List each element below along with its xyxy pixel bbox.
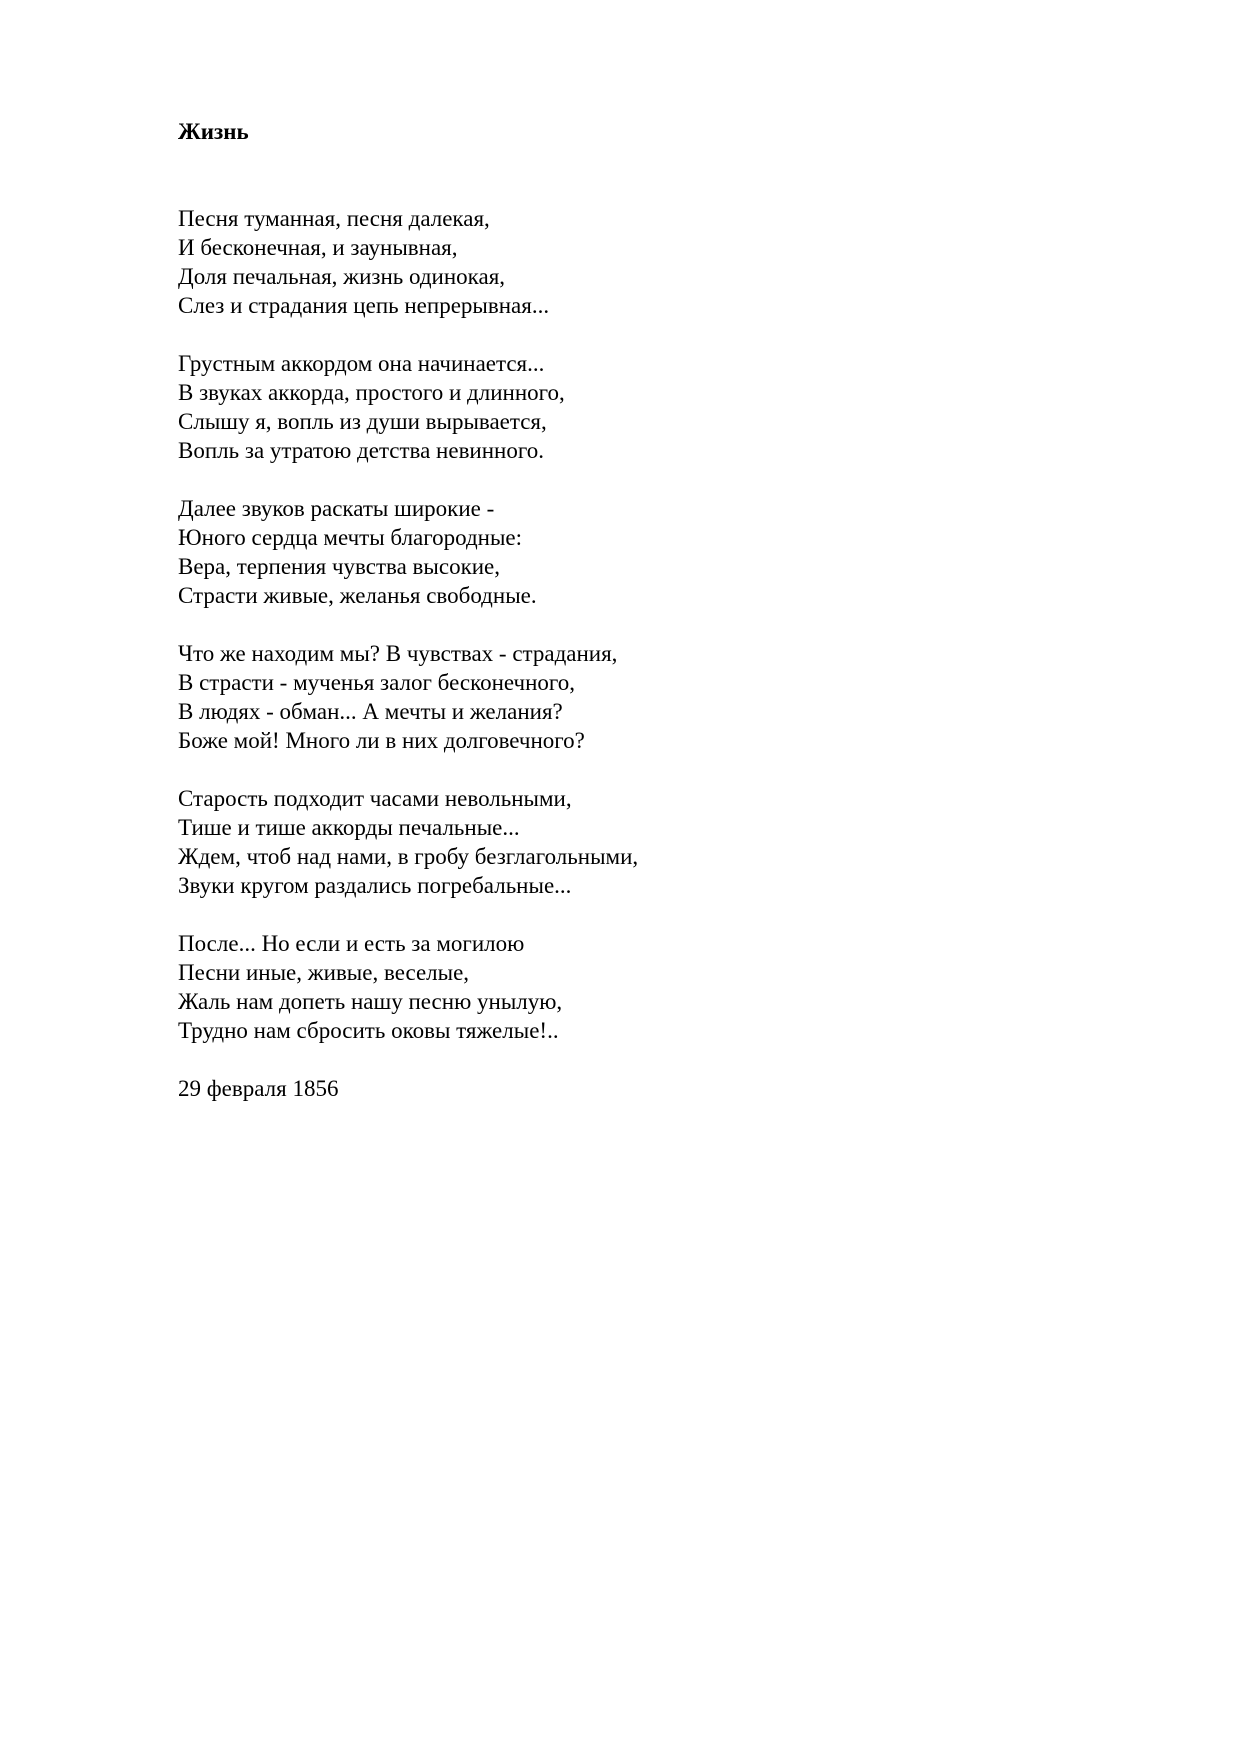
poem-line: Вопль за утратою детства невинного. <box>178 438 544 463</box>
poem-date: 29 февраля 1856 <box>178 1076 339 1101</box>
poem-line: Юного сердца мечты благородные: <box>178 525 523 550</box>
poem-line: Слез и страдания цепь непрерывная... <box>178 293 550 318</box>
poem-title: Жизнь <box>178 119 249 144</box>
poem-line: Песня туманная, песня далекая, <box>178 206 490 231</box>
poem-line: Ждем, чтоб над нами, в гробу безглагольными, <box>178 844 639 869</box>
stanza-5 <box>178 784 1078 900</box>
poem-line: Слышу я, вопль из души вырывается, <box>178 409 547 434</box>
poem-line: В звуках аккорда, простого и длинного, <box>178 380 565 405</box>
poem-line: Тише и тише аккорды печальные... <box>178 815 520 840</box>
poem-line: Трудно нам сбросить оковы тяжелые!.. <box>178 1018 559 1043</box>
poem-line: Далее звуков раскаты широкие - <box>178 496 495 521</box>
poem-line: В страсти - мученья залог бесконечного, <box>178 670 576 695</box>
poem-line: После... Но если и есть за могилою <box>178 931 525 956</box>
stanza-6 <box>178 929 1078 1045</box>
poem-line: Что же находим мы? В чувствах - страдания, <box>178 641 618 666</box>
poem-line: Звуки кругом раздались погребальные... <box>178 873 572 898</box>
stanza-2 <box>178 349 1078 465</box>
stanza-4 <box>178 639 1078 755</box>
poem-line: Вера, терпения чувства высокие, <box>178 554 501 579</box>
poem-line: Песни иные, живые, веселые, <box>178 960 470 985</box>
poem-line: Грустным аккордом она начинается... <box>178 351 545 376</box>
poem <box>178 117 1078 1103</box>
poem-line: Старость подходит часами невольными, <box>178 786 572 811</box>
poem-line: В людях - обман... А мечты и желания? <box>178 699 563 724</box>
poem-line: Жаль нам допеть нашу песню унылую, <box>178 989 563 1014</box>
poem-line: И бесконечная, и заунывная, <box>178 235 458 260</box>
stanza-3 <box>178 494 1078 610</box>
poem-line: Боже мой! Много ли в них долговечного? <box>178 728 585 753</box>
stanza-1 <box>178 204 1078 320</box>
poem-line: Доля печальная, жизнь одинокая, <box>178 264 506 289</box>
poem-line: Страсти живые, желанья свободные. <box>178 583 537 608</box>
